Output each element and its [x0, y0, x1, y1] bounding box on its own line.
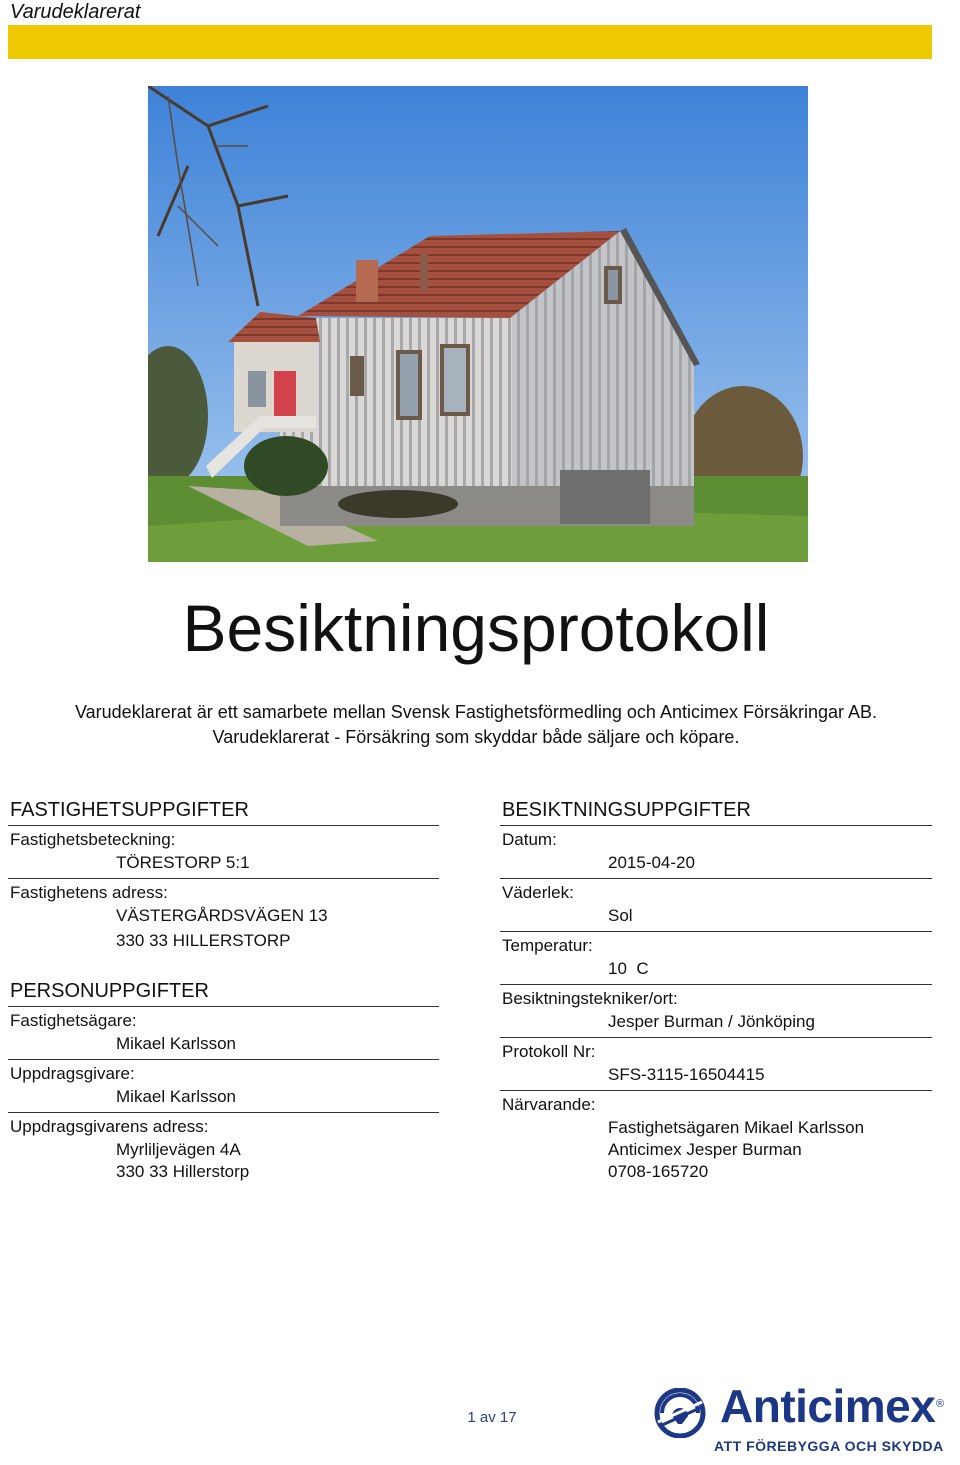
field-fastighetsagare — [8, 1007, 439, 1060]
right-column — [500, 795, 932, 1187]
field-value: 2015-04-20 — [608, 853, 695, 872]
intro-line: Varudeklarerat är ett samarbete mellan Svensk Fastighetsförmedling och Anticimex Försäkringar AB. — [74, 702, 878, 722]
field-value: Mikael Karlsson — [116, 1034, 236, 1053]
field-value: Jesper Burman / Jönköping — [608, 1012, 815, 1031]
field-label: Protokoll Nr: — [502, 1042, 596, 1061]
field-value: Myrliljevägen 4A — [116, 1140, 241, 1159]
field-datum — [500, 826, 932, 879]
section-heading-besiktningsuppgifter: BESIKTNINGSUPPGIFTER — [500, 795, 932, 826]
header-accent-bar — [8, 25, 932, 59]
field-protokoll-nr — [500, 1038, 932, 1091]
page-number: 1 av 17 — [467, 1409, 517, 1426]
field-narvarande — [500, 1091, 932, 1187]
field-value: Sol — [608, 906, 633, 925]
field-label: Närvarande: — [502, 1095, 596, 1114]
document-brand-header: Varudeklarerat — [10, 1, 141, 23]
field-value: Anticimex Jesper Burman — [608, 1140, 802, 1159]
field-label: Fastighetens adress: — [10, 883, 168, 902]
logo-wordmark: Anticimex — [720, 1380, 936, 1432]
field-value: 10 C — [608, 959, 649, 978]
field-fastighetens-adress — [8, 879, 439, 956]
field-value: 0708-165720 — [608, 1162, 709, 1181]
intro-text — [0, 700, 952, 750]
intro-line: Varudeklarerat - Försäkring som skyddar både säljare och köpare. — [212, 727, 740, 747]
field-uppdragsgivarens-adress — [8, 1113, 439, 1187]
field-label: Uppdragsgivarens adress: — [10, 1117, 209, 1136]
logo-slogan: ATT FÖREBYGGA OCH SKYDDA — [714, 1438, 944, 1454]
document-title: Besiktningsprotokoll — [182, 591, 770, 665]
field-label: Fastighetsägare: — [10, 1011, 137, 1030]
left-column — [8, 795, 439, 1187]
field-value: Mikael Karlsson — [116, 1087, 236, 1106]
field-label: Temperatur: — [502, 936, 593, 955]
field-besiktningstekniker — [500, 985, 932, 1038]
house-photo — [148, 86, 808, 562]
field-value: Fastighetsägaren Mikael Karlsson — [608, 1118, 865, 1137]
field-label: Besiktningstekniker/ort: — [502, 989, 678, 1008]
field-fastighetsbeteckning — [8, 826, 439, 879]
field-value: SFS-3115-16504415 — [608, 1065, 765, 1084]
anticimex-swirl-icon — [652, 1388, 708, 1438]
field-label: Väderlek: — [502, 883, 574, 902]
field-label: Uppdragsgivare: — [10, 1064, 135, 1083]
section-heading-personuppgifter: PERSONUPPGIFTER — [8, 976, 439, 1007]
field-label: Fastighetsbeteckning: — [10, 830, 176, 849]
field-label: Datum: — [502, 830, 557, 849]
field-value: VÄSTERGÅRDSVÄGEN 13 — [116, 906, 328, 925]
logo-registered-mark: ® — [936, 1398, 945, 1410]
section-heading-fastighetsuppgifter: FASTIGHETSUPPGIFTER — [8, 795, 439, 826]
field-uppdragsgivare — [8, 1060, 439, 1113]
field-value: 330 33 HILLERSTORP — [116, 931, 291, 950]
anticimex-logo — [652, 1380, 947, 1458]
field-value: TÖRESTORP 5:1 — [116, 853, 250, 872]
field-temperatur — [500, 932, 932, 985]
field-vaderlek — [500, 879, 932, 932]
field-value: 330 33 Hillerstorp — [116, 1162, 250, 1181]
